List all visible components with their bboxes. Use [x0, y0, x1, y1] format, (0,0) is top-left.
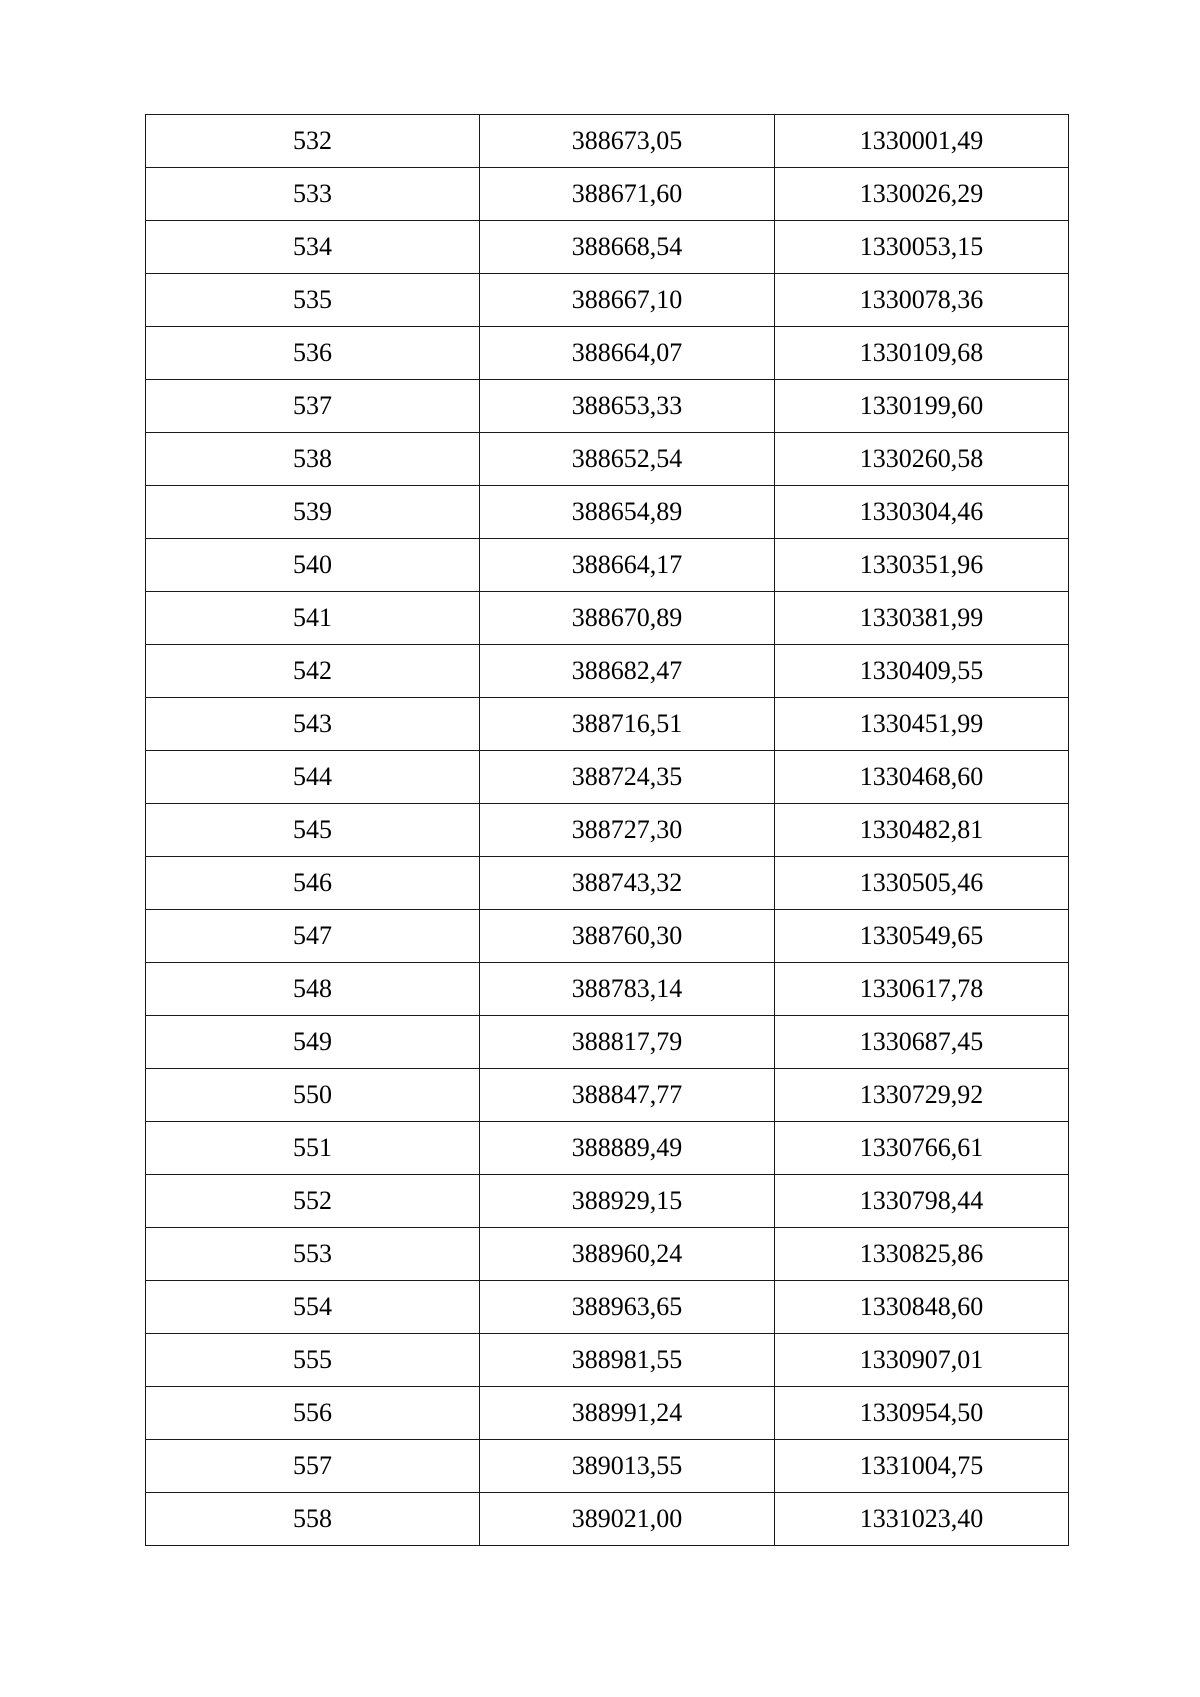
table-row	[146, 1069, 1069, 1122]
y-coordinate-cell: 1330260,58	[775, 433, 1069, 486]
x-coordinate-cell: 388847,77	[480, 1069, 775, 1122]
x-coordinate-cell: 388960,24	[480, 1228, 775, 1281]
table-row	[146, 380, 1069, 433]
y-coordinate-cell: 1330687,45	[775, 1016, 1069, 1069]
point-number-cell: 548	[146, 963, 480, 1016]
table-row	[146, 115, 1069, 168]
point-number-cell: 543	[146, 698, 480, 751]
table-row	[146, 645, 1069, 698]
x-coordinate-cell: 388671,60	[480, 168, 775, 221]
y-coordinate-cell: 1330001,49	[775, 115, 1069, 168]
point-number-cell: 535	[146, 274, 480, 327]
x-coordinate-cell: 388716,51	[480, 698, 775, 751]
table-row	[146, 1016, 1069, 1069]
point-number-cell: 547	[146, 910, 480, 963]
y-coordinate-cell: 1330468,60	[775, 751, 1069, 804]
table-row	[146, 1228, 1069, 1281]
y-coordinate-cell: 1331004,75	[775, 1440, 1069, 1493]
table-row	[146, 1440, 1069, 1493]
x-coordinate-cell: 388963,65	[480, 1281, 775, 1334]
point-number-cell: 544	[146, 751, 480, 804]
coordinates-table	[145, 114, 1069, 1546]
y-coordinate-cell: 1330798,44	[775, 1175, 1069, 1228]
table-row	[146, 221, 1069, 274]
y-coordinate-cell: 1330351,96	[775, 539, 1069, 592]
x-coordinate-cell: 388817,79	[480, 1016, 775, 1069]
x-coordinate-cell: 388783,14	[480, 963, 775, 1016]
table-row	[146, 592, 1069, 645]
x-coordinate-cell: 388664,07	[480, 327, 775, 380]
point-number-cell: 558	[146, 1493, 480, 1546]
point-number-cell: 534	[146, 221, 480, 274]
point-number-cell: 556	[146, 1387, 480, 1440]
point-number-cell: 550	[146, 1069, 480, 1122]
y-coordinate-cell: 1330078,36	[775, 274, 1069, 327]
point-number-cell: 546	[146, 857, 480, 910]
table-row	[146, 857, 1069, 910]
table-row	[146, 1122, 1069, 1175]
point-number-cell: 549	[146, 1016, 480, 1069]
x-coordinate-cell: 388727,30	[480, 804, 775, 857]
point-number-cell: 539	[146, 486, 480, 539]
table-row	[146, 698, 1069, 751]
table-row	[146, 1334, 1069, 1387]
y-coordinate-cell: 1330381,99	[775, 592, 1069, 645]
point-number-cell: 540	[146, 539, 480, 592]
table-row	[146, 433, 1069, 486]
y-coordinate-cell: 1330907,01	[775, 1334, 1069, 1387]
y-coordinate-cell: 1330451,99	[775, 698, 1069, 751]
table-row	[146, 1175, 1069, 1228]
table-row	[146, 751, 1069, 804]
x-coordinate-cell: 388667,10	[480, 274, 775, 327]
point-number-cell: 536	[146, 327, 480, 380]
y-coordinate-cell: 1330482,81	[775, 804, 1069, 857]
point-number-cell: 551	[146, 1122, 480, 1175]
table-row	[146, 274, 1069, 327]
point-number-cell: 532	[146, 115, 480, 168]
table-row	[146, 1281, 1069, 1334]
y-coordinate-cell: 1330199,60	[775, 380, 1069, 433]
x-coordinate-cell: 388664,17	[480, 539, 775, 592]
point-number-cell: 538	[146, 433, 480, 486]
table-row	[146, 539, 1069, 592]
table-row	[146, 486, 1069, 539]
table-row	[146, 1387, 1069, 1440]
x-coordinate-cell: 388981,55	[480, 1334, 775, 1387]
point-number-cell: 545	[146, 804, 480, 857]
y-coordinate-cell: 1330549,65	[775, 910, 1069, 963]
x-coordinate-cell: 388991,24	[480, 1387, 775, 1440]
y-coordinate-cell: 1330409,55	[775, 645, 1069, 698]
x-coordinate-cell: 389021,00	[480, 1493, 775, 1546]
table-row	[146, 1493, 1069, 1546]
x-coordinate-cell: 388668,54	[480, 221, 775, 274]
x-coordinate-cell: 388654,89	[480, 486, 775, 539]
y-coordinate-cell: 1330505,46	[775, 857, 1069, 910]
x-coordinate-cell: 388653,33	[480, 380, 775, 433]
x-coordinate-cell: 388889,49	[480, 1122, 775, 1175]
x-coordinate-cell: 388724,35	[480, 751, 775, 804]
point-number-cell: 542	[146, 645, 480, 698]
coordinates-table-body	[146, 115, 1069, 1546]
y-coordinate-cell: 1330729,92	[775, 1069, 1069, 1122]
y-coordinate-cell: 1330954,50	[775, 1387, 1069, 1440]
point-number-cell: 533	[146, 168, 480, 221]
y-coordinate-cell: 1331023,40	[775, 1493, 1069, 1546]
point-number-cell: 553	[146, 1228, 480, 1281]
table-row	[146, 963, 1069, 1016]
point-number-cell: 541	[146, 592, 480, 645]
x-coordinate-cell: 388682,47	[480, 645, 775, 698]
x-coordinate-cell: 388670,89	[480, 592, 775, 645]
table-row	[146, 910, 1069, 963]
y-coordinate-cell: 1330053,15	[775, 221, 1069, 274]
point-number-cell: 557	[146, 1440, 480, 1493]
x-coordinate-cell: 388760,30	[480, 910, 775, 963]
x-coordinate-cell: 388673,05	[480, 115, 775, 168]
x-coordinate-cell: 388743,32	[480, 857, 775, 910]
x-coordinate-cell: 388929,15	[480, 1175, 775, 1228]
table-row	[146, 327, 1069, 380]
table-row	[146, 804, 1069, 857]
table-row	[146, 168, 1069, 221]
point-number-cell: 552	[146, 1175, 480, 1228]
point-number-cell: 537	[146, 380, 480, 433]
point-number-cell: 554	[146, 1281, 480, 1334]
y-coordinate-cell: 1330848,60	[775, 1281, 1069, 1334]
y-coordinate-cell: 1330109,68	[775, 327, 1069, 380]
y-coordinate-cell: 1330617,78	[775, 963, 1069, 1016]
x-coordinate-cell: 389013,55	[480, 1440, 775, 1493]
y-coordinate-cell: 1330304,46	[775, 486, 1069, 539]
point-number-cell: 555	[146, 1334, 480, 1387]
y-coordinate-cell: 1330825,86	[775, 1228, 1069, 1281]
y-coordinate-cell: 1330766,61	[775, 1122, 1069, 1175]
x-coordinate-cell: 388652,54	[480, 433, 775, 486]
y-coordinate-cell: 1330026,29	[775, 168, 1069, 221]
